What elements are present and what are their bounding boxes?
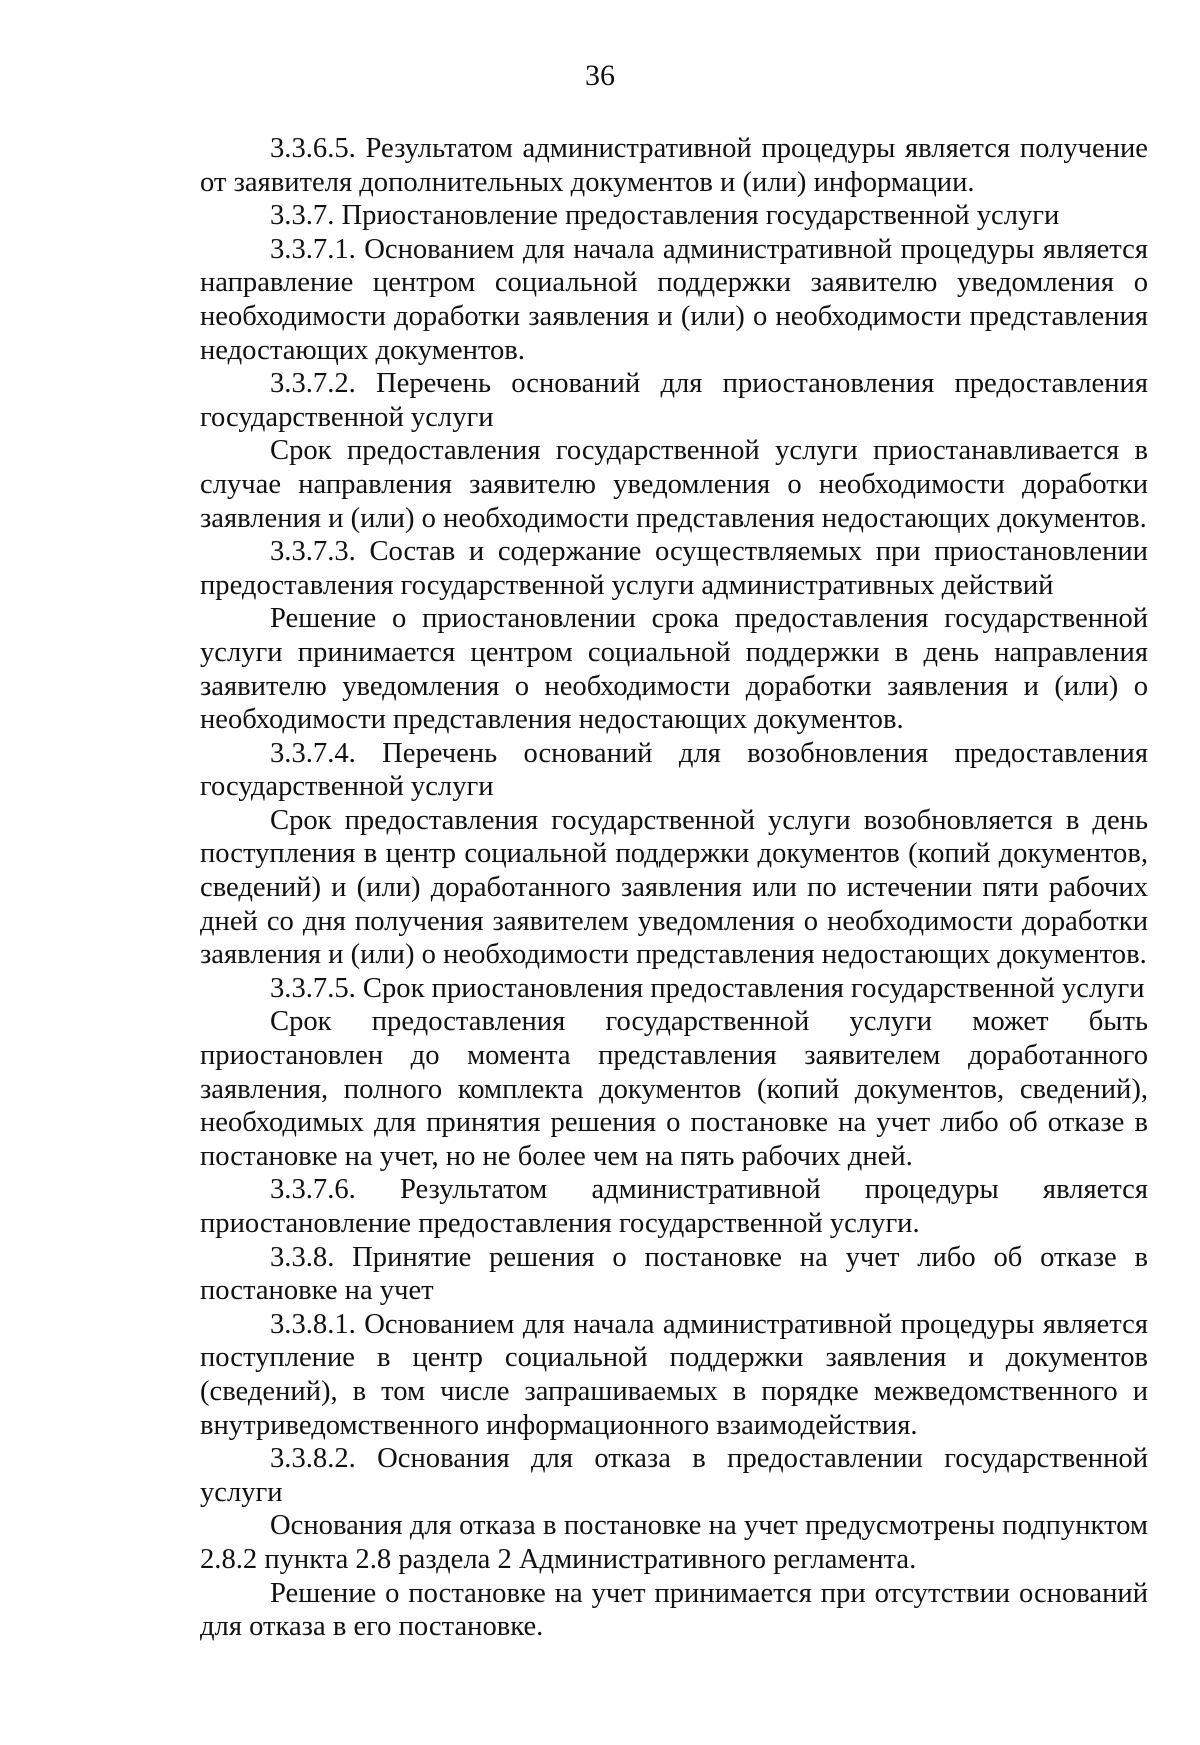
paragraph-3-3-7-6: 3.3.7.6. Результатом административной процедуры является приостановление предоставления государственной услуги. — [200, 1174, 1148, 1239]
page-number: 36 — [585, 59, 615, 92]
paragraph-suspension-decision: Решение о приостановлении срока предоставления государственной услуги принимается центром социальной поддержки в день направления заявителю уведомления о необходимости доработки заявления и (или) о необходимости представления недостающих документов. — [200, 603, 1148, 736]
heading-3-3-7-2: 3.3.7.2. Перечень оснований для приостановления предоставления государственной услуги — [200, 368, 1148, 433]
heading-3-3-7-3: 3.3.7.3. Состав и содержание осуществляемых при приостановлении предоставления государственной услуги административных действий — [200, 536, 1148, 601]
paragraph-3-3-8-1: 3.3.8.1. Основанием для начала административной процедуры является поступление в центр социальной поддержки заявления и документов (сведений), в том числе запрашиваемых в порядке межведомственного и внутриведомственного информационного взаимодействия. — [200, 1308, 1148, 1441]
heading-3-3-7-4: 3.3.7.4. Перечень оснований для возобновления предоставления государственной услуги — [200, 737, 1148, 803]
paragraph-resumption-term: Срок предоставления государственной услуги возобновляется в день поступления в центр социальной поддержки документов (копий документов, сведений) и (или) доработанного заявления или по истечении пяти рабочих дней со дня получения заявителем уведомления о необходимости доработки заявления и (или) о необходимости представления недостающих документов. — [200, 804, 1148, 971]
heading-3-3-8-2: 3.3.8.2. Основания для отказа в предоставлении государственной услуги — [200, 1443, 1148, 1508]
heading-3-3-7-5: 3.3.7.5. Срок приостановления предоставления государственной услуги — [270, 972, 1145, 1004]
paragraph-3-3-6-5: 3.3.6.5. Результатом административной процедуры является получение от заявителя дополнительных документов и (или) информации. — [200, 133, 1148, 198]
paragraph-suspension-period: Срок предоставления государственной услуги может быть приостановлен до момента представления заявителем доработанного заявления, полного комплекта документов (копий документов, сведений), необходимых для принятия решения о постановке на учет либо об отказе в постановке на учет, но не более чем на пять рабочих дней. — [200, 1006, 1148, 1172]
paragraph-3-3-7-1: 3.3.7.1. Основанием для начала административной процедуры является направление центром социальной поддержки заявителю уведомления о необходимости доработки заявления и (или) о необходимости представления недостающих документов. — [200, 233, 1148, 366]
heading-3-3-8: 3.3.8. Принятие решения о постановке на учет либо об отказе в постановке на учет — [200, 1241, 1148, 1307]
paragraph-registration-decision: Решение о постановке на учет принимается при отсутствии оснований для отказа в его постановке. — [200, 1577, 1148, 1643]
paragraph-refusal-grounds: Основания для отказа в постановке на учет предусмотрены подпунктом 2.8.2 пункта 2.8 раздела 2 Административного регламента. — [200, 1510, 1148, 1575]
heading-3-3-7: 3.3.7. Приостановление предоставления государственной услуги — [270, 200, 1060, 232]
document-body — [200, 132, 1148, 1644]
paragraph-suspension-term: Срок предоставления государственной услуги приостанавливается в случае направления заявителю уведомления о необходимости доработки заявления и (или) о необходимости представления недостающих документов. — [200, 435, 1148, 534]
